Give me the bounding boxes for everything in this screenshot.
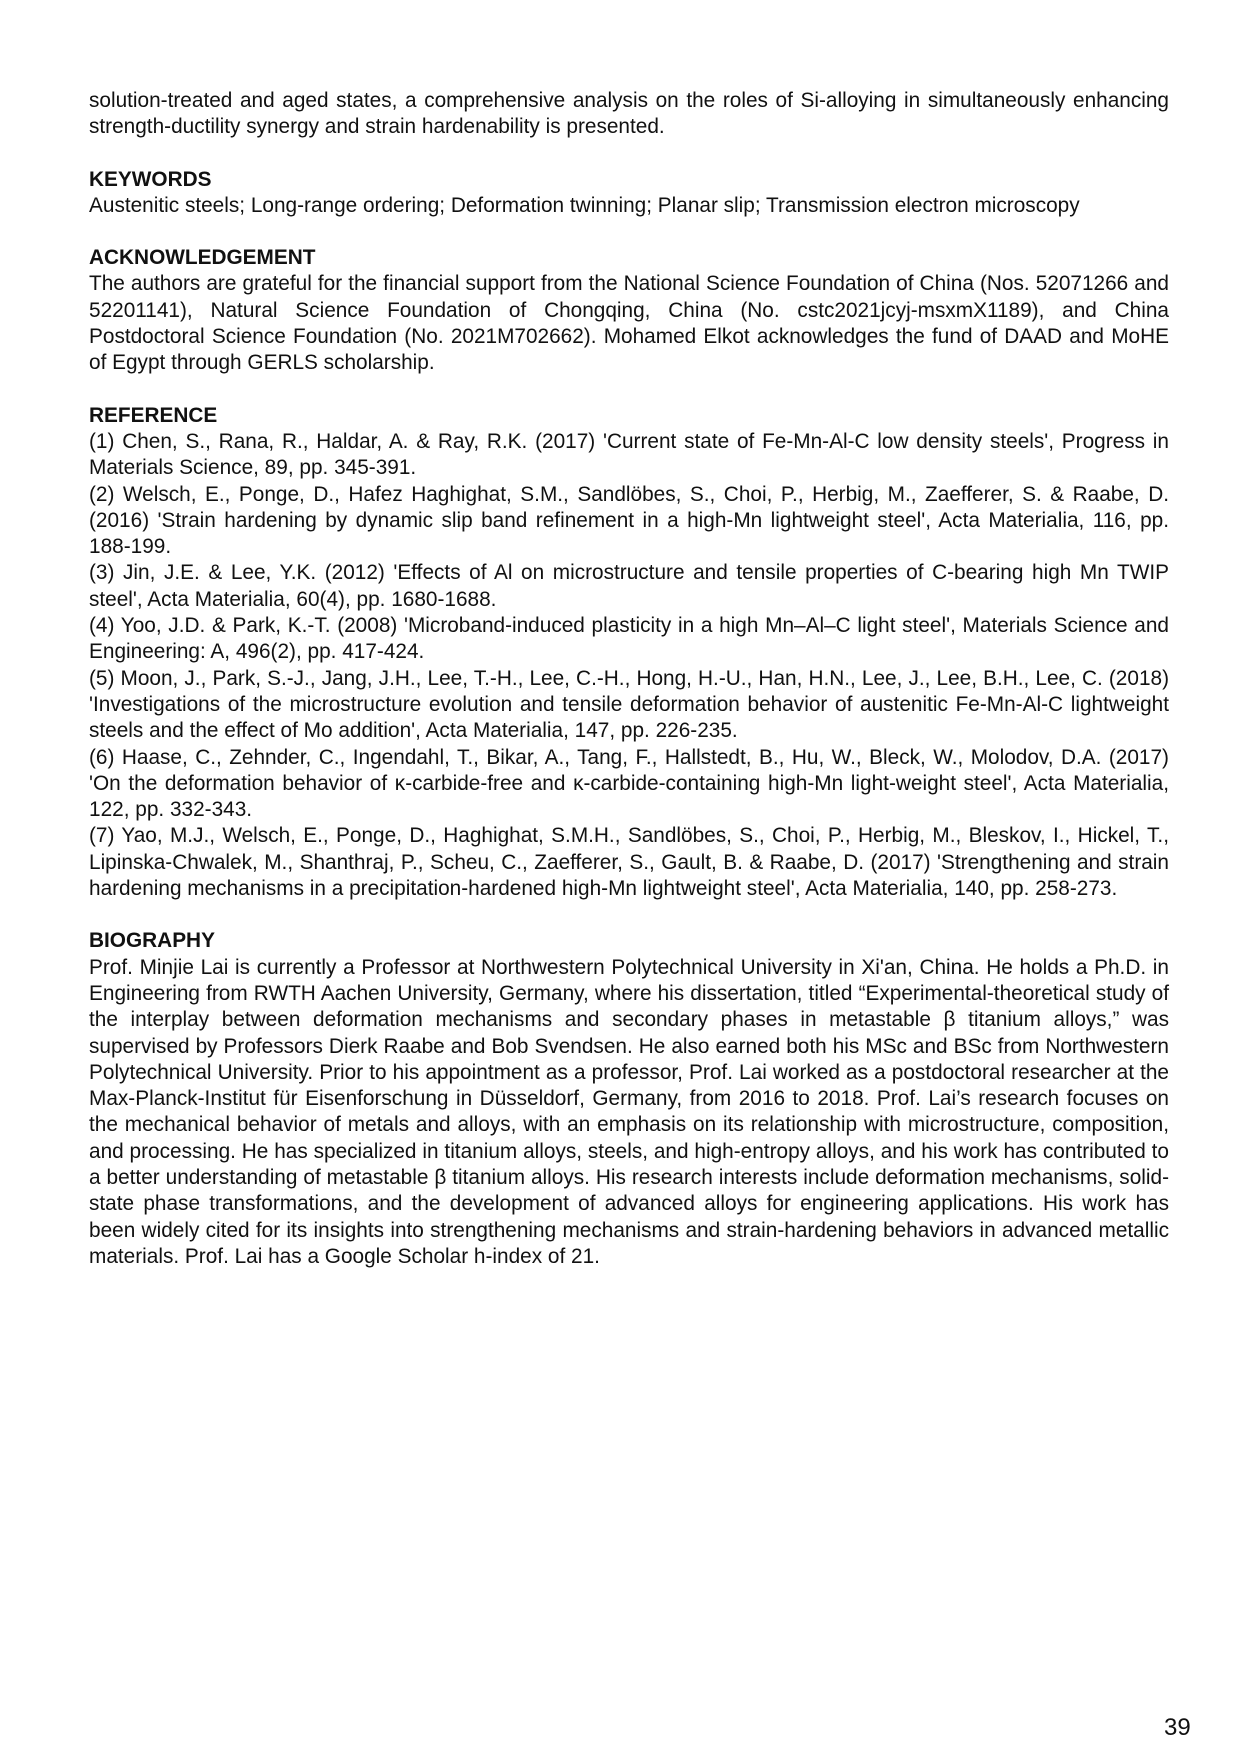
reference-item: (6) Haase, C., Zehnder, C., Ingendahl, T., Bikar, A., Tang, F., Hallstedt, B., Hu, W., Bleck, W., Molodov, D.A. (2017) 'On the deformation behavior of κ-carbide-free and κ-carbide-containing high-Mn light-weight steel', Acta Materialia, 122, pp. 332-343. — [89, 745, 1169, 822]
reference-item: (3) Jin, J.E. & Lee, Y.K. (2012) 'Effects of Al on microstructure and tensile properties of C-bearing high Mn TWIP steel', Acta Materialia, 60(4), pp. 1680-1688. — [89, 561, 1169, 611]
reference-item: (5) Moon, J., Park, S.-J., Jang, J.H., Lee, T.-H., Lee, C.-H., Hong, H.-U., Han, H.N., Lee, J., Lee, B.H., Lee, C. (2018) 'Investigations of the microstructure evolution and tensile deformation behavior of austenitic Fe-Mn-Al-C lightweight steels and the effect of Mo addition', Acta Materialia, 147, pp. 226-235. — [89, 666, 1169, 743]
reference-section — [89, 403, 1169, 903]
acknowledgement-text: The authors are grateful for the financial support from the National Science Foundation of China (Nos. 52071266 and 52201141), Natural Science Foundation of Chongqing, China (No. cstc2021jcyj-msxmX1189), and China Postdoctoral Science Foundation (No. 2021M702662). Mohamed Elkot acknowledges the fund of DAAD and MoHE of Egypt through GERLS scholarship. — [89, 272, 1169, 375]
reference-item: (7) Yao, M.J., Welsch, E., Ponge, D., Haghighat, S.M.H., Sandlöbes, S., Choi, P., Herbig, M., Bleskov, I., Hickel, T., Lipinska-Chwalek, M., Shanthraj, P., Scheu, C., Zaefferer, S., Gault, B. & Raabe, D. (2017) 'Strengthening and strain hardening mechanisms in a precipitation-hardened high-Mn lightweight steel', Acta Materialia, 140, pp. 258-273. — [89, 824, 1169, 901]
reference-item: (4) Yoo, J.D. & Park, K.-T. (2008) 'Microband-induced plasticity in a high Mn–Al–C light steel', Materials Science and Engineering: A, 496(2), pp. 417-424. — [89, 614, 1169, 664]
intro-paragraph: solution-treated and aged states, a comprehensive analysis on the roles of Si-alloying in simultaneously enhancing strength-ductility synergy and strain hardenability is presented. — [89, 89, 1169, 139]
keywords-heading: KEYWORDS — [89, 167, 212, 191]
page-body — [89, 88, 1169, 1270]
acknowledgement-heading: ACKNOWLEDGEMENT — [89, 246, 316, 270]
biography-heading: BIOGRAPHY — [89, 929, 215, 953]
reference-item: (1) Chen, S., Rana, R., Haldar, A. & Ray, R.K. (2017) 'Current state of Fe-Mn-Al-C low density steels', Progress in Materials Science, 89, pp. 345-391. — [89, 429, 1169, 480]
reference-item: (2) Welsch, E., Ponge, D., Hafez Haghighat, S.M., Sandlöbes, S., Choi, P., Herbig, M., Zaefferer, S. & Raabe, D. (2016) 'Strain hardening by dynamic slip band refinement in a high-Mn lightweight steel', Acta Materialia, 116, pp. 188-199. — [89, 482, 1169, 559]
keywords-section — [89, 167, 1169, 220]
keywords-text: Austenitic steels; Long-range ordering; Deformation twinning; Planar slip; Transmission electron microscopy — [89, 193, 1080, 217]
reference-heading: REFERENCE — [89, 403, 218, 427]
page-number: 39 — [1164, 1714, 1191, 1741]
acknowledgement-section — [89, 245, 1169, 376]
biography-section — [89, 928, 1169, 1270]
biography-text: Prof. Minjie Lai is currently a Professor at Northwestern Polytechnical University in Xi'an, China. He holds a Ph.D. in Engineering from RWTH Aachen University, Germany, where his dissertation, titled “Experimental-theoretical study of the interplay between deformation mechanisms and secondary phases in metastable β titanium alloys,” was supervised by Professors Dierk Raabe and Bob Svendsen. He also earned both his MSc and BSc from Northwestern Polytechnical University. Prior to his appointment as a professor, Prof. Lai worked as a postdoctoral researcher at the Max-Planck-Institut für Eisenforschung in Düsseldorf, Germany, from 2016 to 2018. Prof. Lai’s research focuses on the mechanical behavior of metals and alloys, with an emphasis on its relationship with microstructure, composition, and processing. He has specialized in titanium alloys, steels, and high-entropy alloys, and his work has contributed to a better understanding of metastable β titanium alloys. His research interests include deformation mechanisms, solid-state phase transformations, and the development of advanced alloys for engineering applications. His work has been widely cited for its insights into strengthening mechanisms and strain-hardening behaviors in advanced metallic materials. Prof. Lai has a Google Scholar h-index of 21. — [89, 955, 1169, 1268]
